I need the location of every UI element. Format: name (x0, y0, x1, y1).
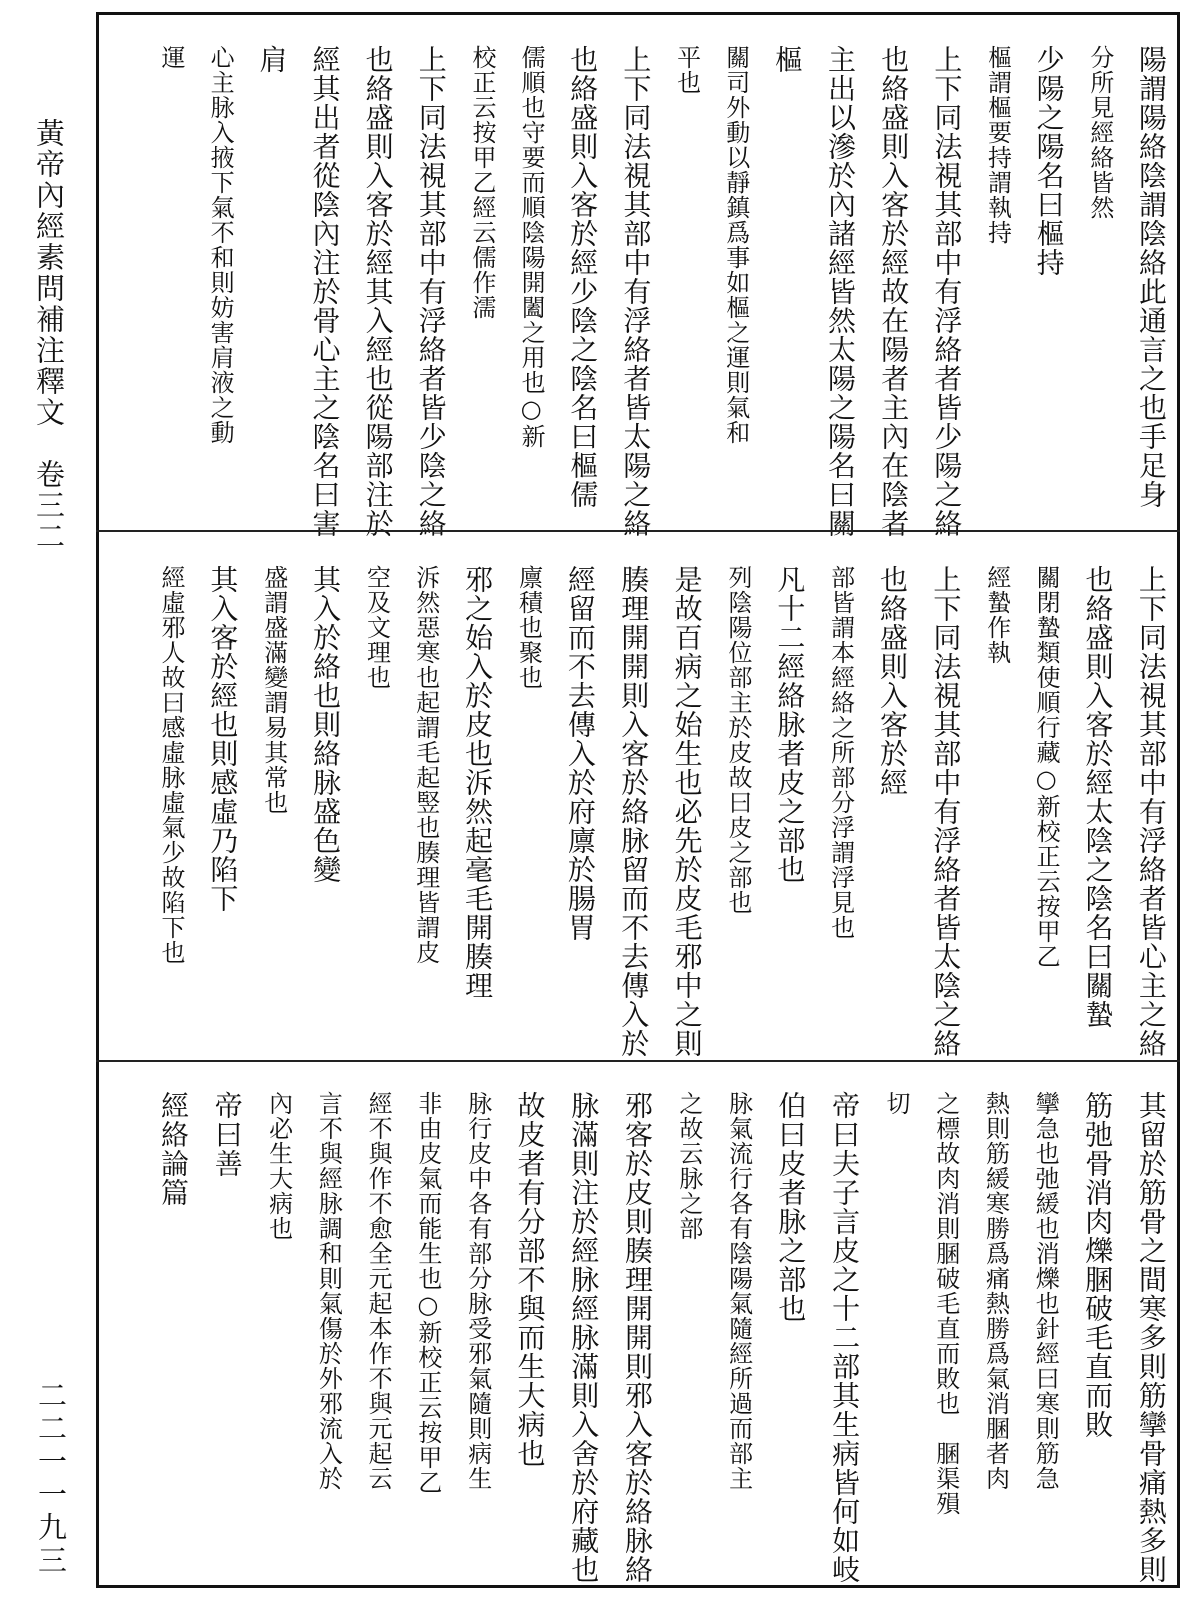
text-column: 少陽之陽名曰樞持 (1032, 45, 1066, 277)
annotation-column: 言不與經脉調和則氣傷於外邪流入於 (314, 1091, 343, 1491)
annotation-column: 攣急也弛緩也消爍也針經曰寒則筋急 (1031, 1091, 1060, 1491)
text-column: 陽謂陽絡陰謂陰絡此通言之也手足身 (1134, 45, 1168, 509)
annotation-column: 關閉蟄類使順行藏○新校正云按甲乙 (1032, 565, 1061, 969)
register-divider (96, 1060, 1180, 1062)
text-column: 上下同法視其部中有浮絡者皆少陽之絡 (930, 45, 964, 538)
text-column: 也絡盛則入客於經 (876, 565, 910, 797)
annotation-column: 脉行皮中各有部分脉受邪氣隨則病生 (463, 1091, 492, 1491)
annotation-column: 熱則筋緩寒勝爲痛熱勝爲氣消䐃者肉 (981, 1091, 1010, 1491)
text-column: 其入於絡也則絡脉盛色變 (309, 565, 343, 884)
text-column: 也絡盛則入客於經故在陽者主內在陰者 (877, 45, 911, 538)
text-column: 樞 (770, 45, 804, 74)
text-column: 上下同法視其部中有浮絡者皆少陰之絡 (414, 45, 448, 538)
text-column: 其留於筋骨之間寒多則筋攣骨痛熱多則 (1134, 1091, 1168, 1584)
text-column: 上下同法視其部中有浮絡者皆心主之絡 (1134, 565, 1168, 1058)
text-column: 邪客於皮則腠理開開則邪入客於絡脉絡 (621, 1091, 655, 1584)
register-middle (99, 565, 1183, 1065)
text-column: 其入客於經也則感虛乃陷下 (206, 565, 240, 913)
text-column: 凡十二經絡脉者皮之部也 (773, 565, 807, 884)
annotation-column: 廪積也聚也 (514, 565, 543, 690)
annotation-column: 之標故肉消則䐃破毛直而敗也 䐃渠殞 (931, 1091, 960, 1516)
text-column: 帝曰善 (210, 1091, 244, 1178)
annotation-column: 非由皮氣而能生也○新校正云按甲乙 (413, 1091, 442, 1495)
annotation-column: 運 (157, 45, 185, 70)
register-bottom (99, 1091, 1183, 1584)
section-title: 經絡論篇 (157, 1091, 190, 1207)
annotation-column: 儒順也守要而順陰陽開闔之用也○新 (517, 45, 546, 449)
text-column: 脉滿則注於經脉經脉滿則入舍於府藏也 (567, 1091, 601, 1584)
annotation-column: 分所見經絡皆然 (1085, 45, 1114, 220)
text-column: 伯曰皮者脉之部也 (774, 1091, 808, 1323)
annotation-column: 列陰陽位部主於皮故曰皮之部也 (723, 565, 752, 915)
annotation-column: 切 (881, 1091, 910, 1116)
annotation-column: 經不與作不愈全元起本作不與元起云 (364, 1091, 393, 1491)
text-column: 故皮者有分部不與而生大病也 (513, 1091, 547, 1468)
text-column: 主出以滲於內諸經皆然太陽之陽名曰關 (824, 45, 858, 538)
annotation-column: 校正云按甲乙經云儒作濡 (467, 45, 496, 320)
annotation-column: 經虛邪人故曰感虛脉虛氣少故陷下也 (157, 565, 185, 965)
register-top (99, 45, 1183, 538)
annotation-column: 平也 (672, 45, 701, 95)
text-column: 是故百病之始生也必先於皮毛邪中之則 (670, 565, 704, 1058)
text-column: 也絡盛則入客於經太陰之陰名曰關蟄 (1081, 565, 1115, 1029)
annotation-column: 經蟄作執 (982, 565, 1011, 665)
text-column: 經其出者從陰內注於骨心主之陰名曰害 (308, 45, 342, 538)
text-column: 也絡盛則入客於經少陰之陰名曰樞儒 (566, 45, 600, 509)
annotation-column: 脉氣流行各有陰陽氣隨經所過而部主 (724, 1091, 753, 1491)
annotation-column: 心主脉入掖下氣不和則妨害肩液之動 (206, 45, 235, 445)
book-title: 黃帝內經素問補注釋文 卷三二 (32, 118, 66, 552)
annotation-column: 之故云脉之部 (674, 1091, 703, 1241)
text-column: 腠理開開則入客於絡脉留而不去傳入於 (617, 565, 651, 1058)
text-column: 筋弛骨消肉爍䐃破毛直而敗 (1081, 1091, 1115, 1439)
text-column: 上下同法視其部中有浮絡者皆太陽之絡 (619, 45, 653, 538)
text-column: 肩 (255, 45, 289, 74)
text-column: 邪之始入於皮也泝然起毫毛開腠理 (461, 565, 495, 1000)
annotation-column: 樞謂樞要持謂執持 (983, 45, 1012, 245)
register-divider (96, 530, 1180, 532)
text-column: 經留而不去傳入於府廪於腸胃 (563, 565, 597, 942)
page-frame (96, 12, 1180, 1588)
text-column: 上下同法視其部中有浮絡者皆太陰之絡 (929, 565, 963, 1058)
annotation-column: 關司外動以靜鎮爲事如樞之運則氣和 (721, 45, 750, 445)
annotation-column: 盛謂盛滿變謂易其常也 (259, 565, 288, 815)
annotation-column: 內必生大病也 (264, 1091, 293, 1241)
text-column: 帝曰夫子言皮之十二部其生病皆何如岐 (828, 1091, 862, 1584)
text-column: 也絡盛則入客於經其入經也從陽部注於 (361, 45, 395, 538)
annotation-column: 空及文理也 (362, 565, 391, 690)
page-number: 二二一一九三 (34, 1380, 68, 1578)
annotation-column: 部皆謂本經絡之所部分浮謂浮見也 (826, 565, 855, 940)
annotation-column: 泝然惡寒也起謂毛起竪也腠理皆謂皮 (411, 565, 440, 965)
